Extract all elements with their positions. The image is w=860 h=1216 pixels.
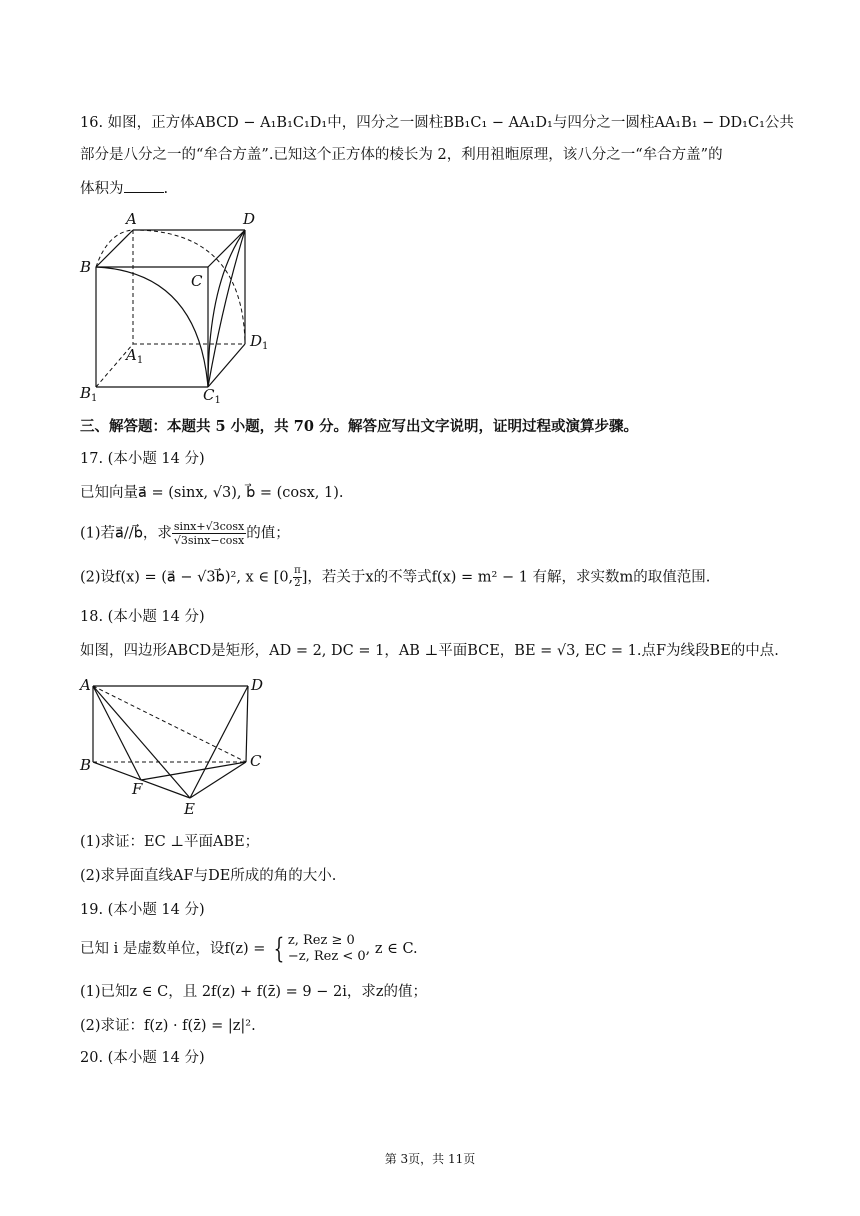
answer-blank[interactable] [124, 178, 164, 193]
label-B1: $B_1$ [80, 384, 98, 404]
q19-case2: −z, Rez < 0 [287, 949, 366, 964]
q17-part2 [80, 565, 780, 595]
q17-stem: 已知向量a⃗ = (sinx, √3), b⃗ = (cosx, 1). [80, 485, 344, 501]
q17-p2-pre: (2)设f(x) = (a⃗ − √3b⃗)², x ∈ [0, [80, 569, 294, 586]
q17-part1 [80, 520, 780, 550]
q16-line2: 部分是八分之一的“牟合方盖”.已知这个正方体的棱长为 2，利用祖暅原理，该八分之一“牟合方盖”的 [80, 147, 723, 163]
q18-stem: 如图，四边形ABCD是矩形，AD = 2, DC = 1，AB ⊥平面BCE，BE = √3, EC = 1.点F为线段BE的中点. [80, 643, 779, 659]
q19-stem-pre: 已知 i 是虚数单位，设f(z) = [80, 941, 266, 957]
section-3-heading: 三、解答题：本题共 5 小题，共 70 分。解答应写出文字说明，证明过程或演算步骤。 [80, 418, 638, 435]
label-A1: $A_1$ [126, 346, 144, 366]
q17-fraction-den: √3sinx−cosx [173, 534, 245, 547]
label-F: F [132, 780, 143, 798]
q19-part2: (2)求证：f(z) · f(z̄) = |z|². [80, 1018, 256, 1034]
label-E: E [184, 800, 195, 818]
label-B: B [80, 258, 92, 276]
q19-stem-post: , z ∈ C. [365, 941, 418, 957]
q19-cases [288, 933, 366, 965]
label-A: A [80, 676, 91, 694]
cube-figure [78, 210, 278, 406]
label-A: A [126, 210, 137, 228]
q17-pi-fraction [293, 565, 302, 590]
q17-pi-den: 2 [294, 578, 301, 589]
q17-heading: 17. (本小题 14 分) [80, 451, 205, 467]
q16-line1: 16. 如图，正方体ABCD − A₁B₁C₁D₁中，四分之一圆柱BB₁C₁ − AA₁D₁与四分之一圆柱AA₁B₁ − DD₁C₁公共 [80, 115, 794, 131]
label-D: D [243, 210, 256, 228]
label-C: C [191, 272, 203, 290]
q19-brace: { [273, 932, 285, 965]
q17-p2-post: ]，若关于x的不等式f(x) = m² − 1 有解，求实数m的取值范围. [301, 569, 711, 586]
q19-stem [80, 932, 780, 968]
q18-heading: 18. (本小题 14 分) [80, 609, 205, 625]
q18-part2: (2)求异面直线AF与DE所成的角的大小. [80, 868, 337, 884]
prism-figure [78, 674, 278, 824]
label-C1: $C_1$ [203, 386, 221, 406]
label-C: C [250, 752, 262, 770]
q16-line3-end: . [163, 181, 169, 197]
label-B: B [80, 756, 92, 774]
q17-pi-num: π [294, 565, 301, 576]
q19-part1: (1)已知z ∈ C，且 2f(z) + f(z̄) = 9 − 2i，求z的值； [80, 984, 428, 1000]
q17-p1-post: 的值； [246, 525, 290, 542]
q16-line3-text: 体积为 [80, 181, 124, 197]
q20-heading: 20. (本小题 14 分) [80, 1050, 205, 1066]
label-D: D [251, 676, 264, 694]
page-footer: 第 3页，共 11页 [384, 1152, 476, 1166]
q17-fraction [172, 520, 246, 547]
q17-p1-pre: (1)若a⃗//b⃗，求 [80, 525, 172, 542]
q17-fraction-num: sinx+√3cosx [173, 520, 245, 533]
q18-part1: (1)求证：EC ⊥平面ABE； [80, 834, 260, 850]
q19-case1: z, Rez ≥ 0 [287, 933, 355, 948]
label-D1: $D_1$ [250, 332, 269, 352]
q16-line3 [80, 178, 780, 199]
q19-heading: 19. (本小题 14 分) [80, 902, 205, 918]
